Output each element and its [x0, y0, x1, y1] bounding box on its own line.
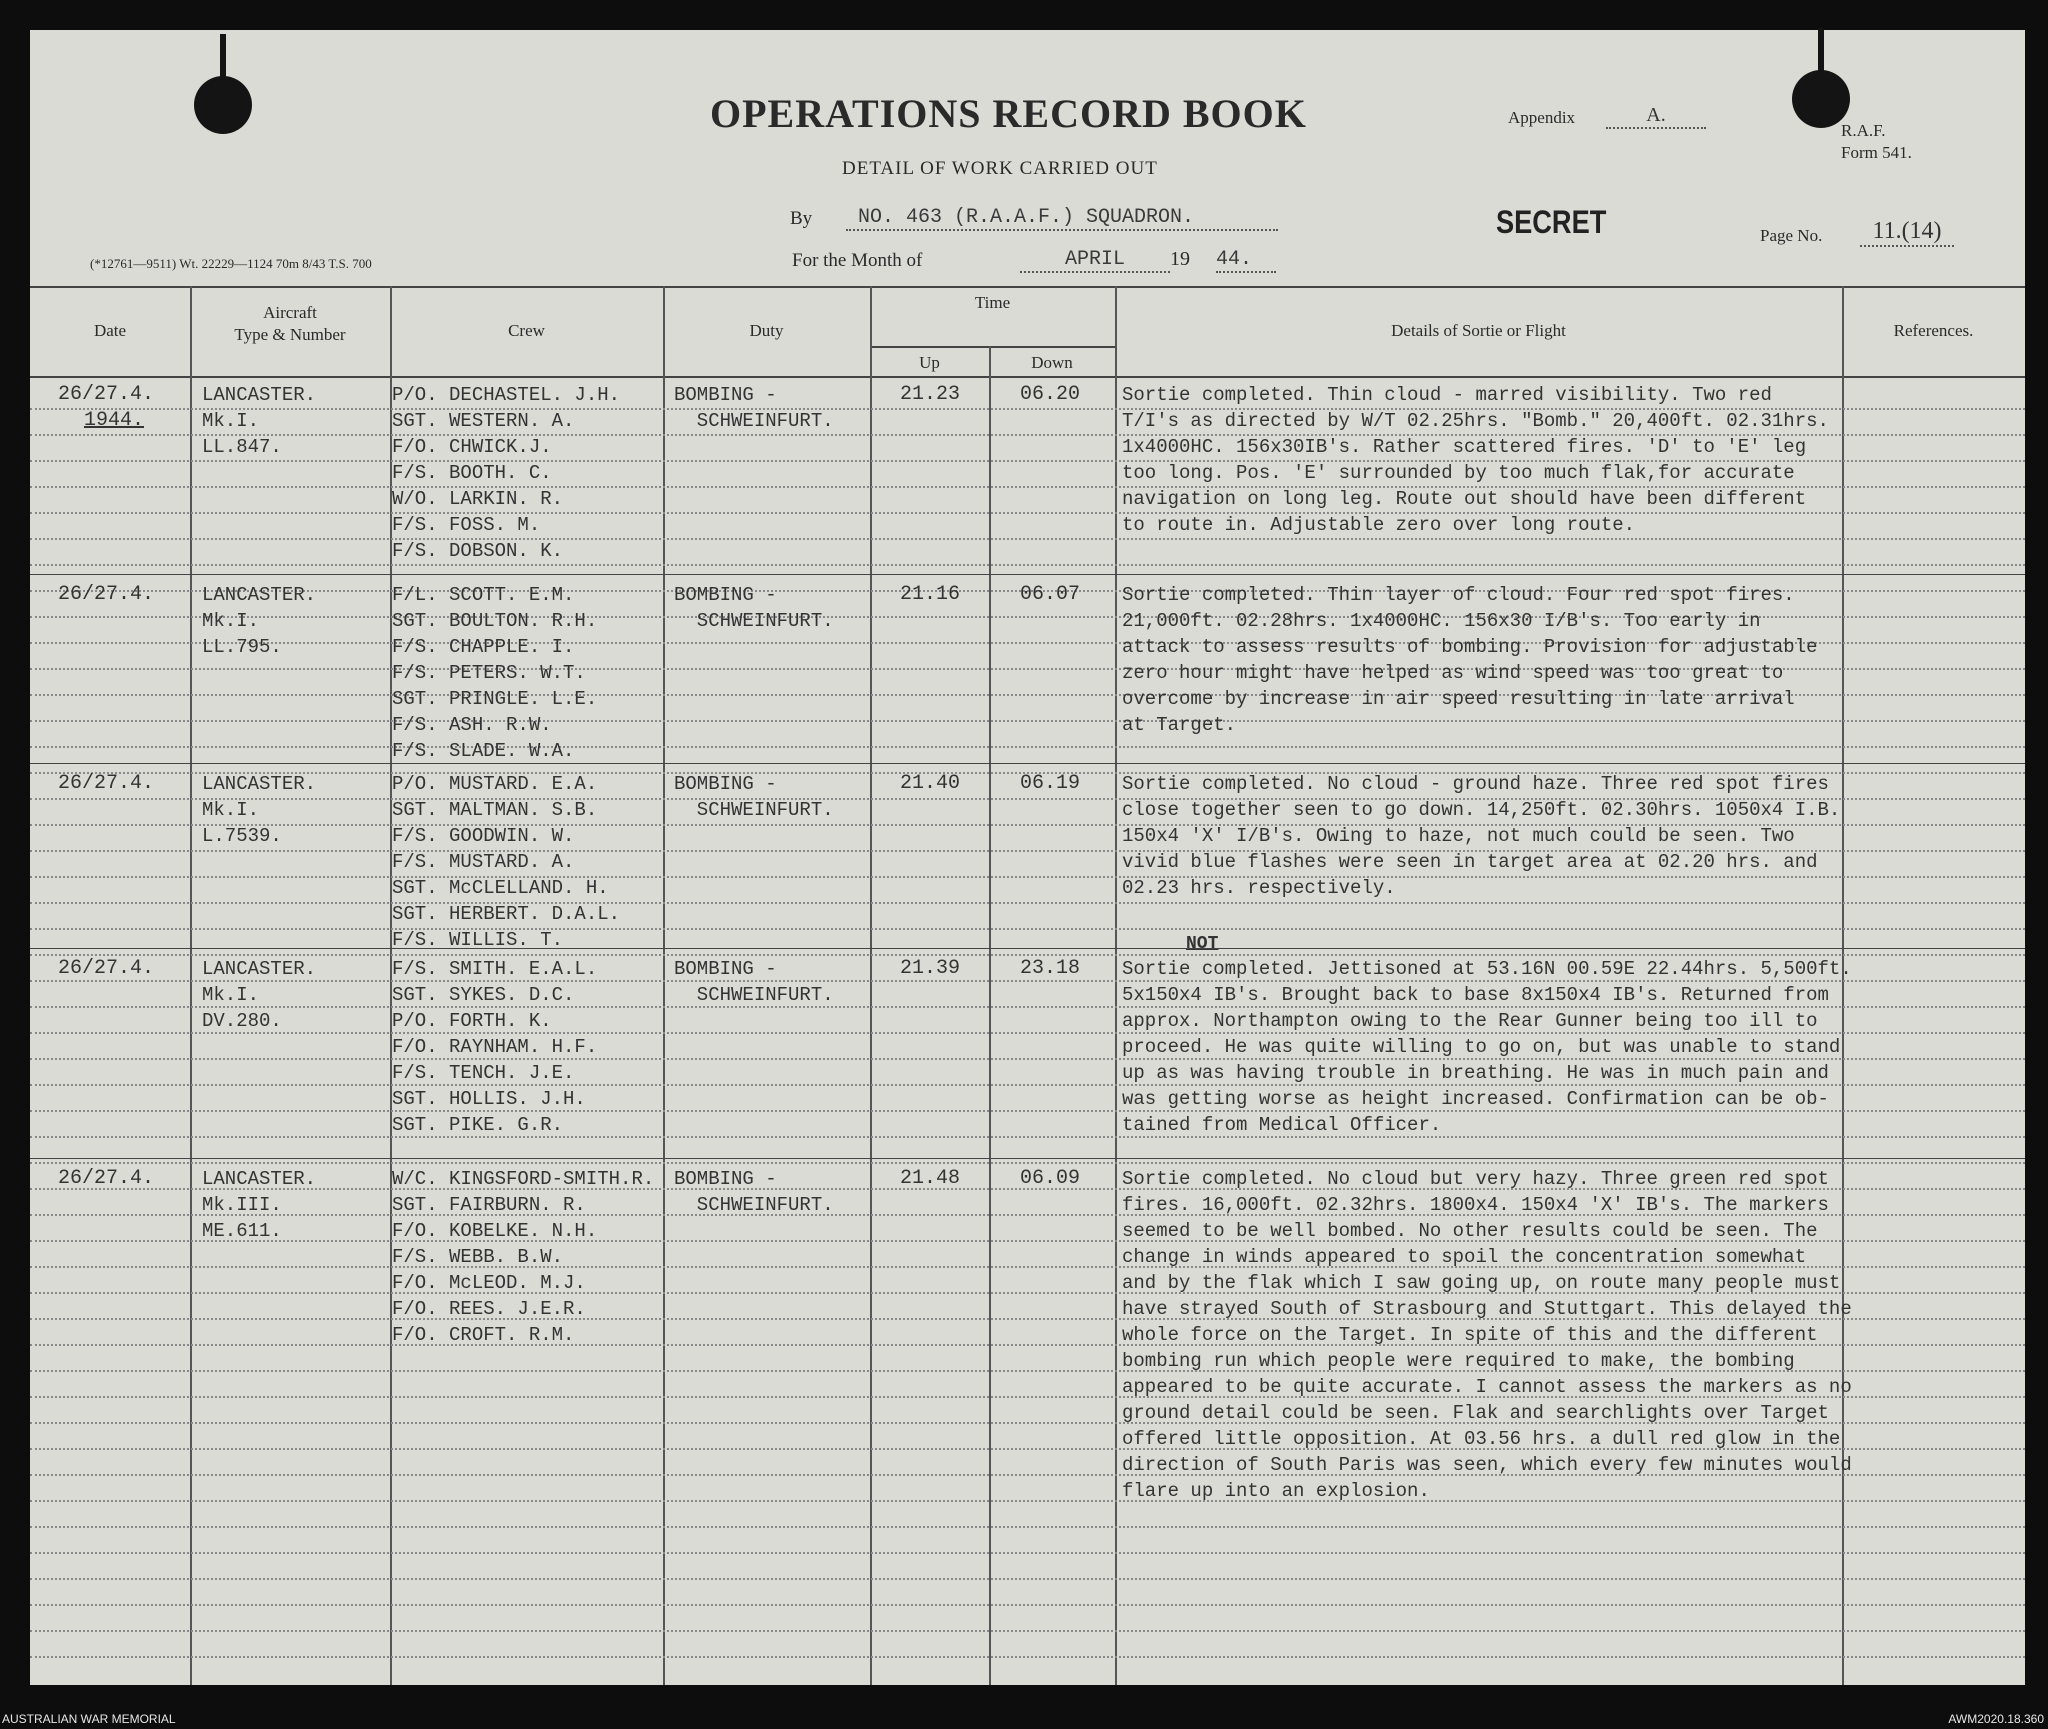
detail-line: at Target. [1122, 714, 1237, 736]
detail-line: navigation on long leg. Route out should have been different [1122, 488, 1807, 510]
time-up: 21.23 [900, 383, 961, 406]
detail-line: have strayed South of Strasbourg and Stuttgart. This delayed the [1122, 1298, 1852, 1320]
col-rule [989, 346, 991, 1685]
entry-date: 26/27.4. [58, 1167, 155, 1190]
entry-note: NOT [1186, 934, 1219, 954]
detail-line: change in winds appeared to spoil the concentration somewhat [1122, 1246, 1807, 1268]
header-aircraft-line2: Type & Number [234, 325, 346, 344]
crew-member: SGT. WESTERN. A. [392, 410, 575, 432]
detail-line: fires. 16,000ft. 02.32hrs. 1800x4. 150x4 'X' IB's. The markers [1122, 1194, 1829, 1216]
detail-line: Sortie completed. No cloud but very hazy. Three green red spot [1122, 1168, 1829, 1190]
ruled-line [30, 928, 2025, 930]
duty-line: BOMBING - [674, 773, 777, 795]
ruled-line [30, 1162, 2025, 1164]
detail-line: tained from Medical Officer. [1122, 1114, 1442, 1136]
crew-member: F/O. REES. J.E.R. [392, 1298, 586, 1320]
duty-line: BOMBING - [674, 384, 777, 406]
page-number-field: 11.(14) [1860, 218, 1954, 247]
detail-line: T/I's as directed by W/T 02.25hrs. "Bomb." 20,400ft. 02.31hrs. [1122, 410, 1829, 432]
time-up: 21.40 [900, 772, 961, 795]
detail-line: seemed to be well bombed. No other results could be seen. The [1122, 1220, 1818, 1242]
detail-line: 21,000ft. 02.28hrs. 1x4000HC. 156x30 I/B's. Too early in [1122, 610, 1761, 632]
crew-member: F/O. CROFT. R.M. [392, 1324, 575, 1346]
crew-member: F/O. McLEOD. M.J. [392, 1272, 586, 1294]
appendix-field: A. [1606, 104, 1706, 129]
crew-member: P/O. MUSTARD. E.A. [392, 773, 598, 795]
crew-member: F/S. MUSTARD. A. [392, 851, 575, 873]
detail-line: and by the flak which I saw going up, on route many people must [1122, 1272, 1841, 1294]
ruled-line [30, 746, 2025, 748]
entry-separator [30, 574, 2025, 575]
detail-line: too long. Pos. 'E' surrounded by too much flak,for accurate [1122, 462, 1795, 484]
form-line-1: R.A.F. [1841, 121, 1886, 140]
duty-line: BOMBING - [674, 958, 777, 980]
detail-line: bombing run which people were required to make, the bombing [1122, 1350, 1795, 1372]
header-bottom-rule [30, 376, 2025, 378]
header-details: Details of Sortie or Flight [1391, 321, 1566, 340]
year-field: 44. [1216, 248, 1276, 273]
header-aircraft-line1: Aircraft [263, 303, 317, 322]
appendix-label: Appendix [1508, 108, 1576, 127]
time-up: 21.39 [900, 957, 961, 980]
header-references: References. [1893, 321, 1974, 340]
detail-line: Sortie completed. Thin cloud - marred visibility. Two red [1122, 384, 1772, 406]
detail-line: 150x4 'X' I/B's. Owing to haze, not much could be seen. Two [1122, 825, 1795, 847]
detail-line: whole force on the Target. In spite of this and the different [1122, 1324, 1818, 1346]
header-date: Date [93, 321, 127, 340]
crew-member: SGT. HOLLIS. J.H. [392, 1088, 586, 1110]
entry-separator [30, 948, 2025, 949]
crew-member: SGT. BOULTON. R.H. [392, 610, 598, 632]
time-subheader-rule [870, 346, 1115, 348]
time-down: 06.09 [1020, 1167, 1081, 1190]
aircraft-line: Mk.I. [202, 799, 260, 821]
aircraft-line: LANCASTER. [202, 773, 317, 795]
page-title: OPERATIONS RECORD BOOK [710, 91, 1307, 136]
printer-mark: (*12761—9511) Wt. 22229—1124 70m 8/43 T.S. 700 [90, 256, 372, 271]
aircraft-line: Mk.I. [202, 610, 260, 632]
binder-hole-left [194, 76, 252, 134]
ruled-line [30, 1552, 2025, 1554]
page-subtitle: DETAIL OF WORK CARRIED OUT [842, 158, 1158, 179]
month-label: For the Month of [792, 250, 923, 271]
crew-member: F/S. ASH. R.W. [392, 714, 552, 736]
squadron-field: NO. 463 (R.A.A.F.) SQUADRON. [846, 206, 1278, 231]
entry-date: 26/27.4. [58, 772, 155, 795]
detail-line: 1x4000HC. 156x30IB's. Rather scattered fires. 'D' to 'E' leg [1122, 436, 1807, 458]
ruled-line [30, 1630, 2025, 1632]
crew-member: F/S. PETERS. W.T. [392, 662, 586, 684]
detail-line: attack to assess results of bombing. Provision for adjustable [1122, 636, 1818, 658]
entry-separator [30, 763, 2025, 764]
detail-line: appeared to be quite accurate. I cannot assess the markers as no [1122, 1376, 1852, 1398]
crew-member: P/O. DECHASTEL. J.H. [392, 384, 621, 406]
crew-member: F/O. KOBELKE. N.H. [392, 1220, 598, 1242]
form-line-2: Form 541. [1841, 143, 1912, 162]
duty-line: BOMBING - [674, 584, 777, 606]
ruled-line [30, 720, 2025, 722]
year-prefix: 19 [1170, 248, 1190, 270]
crew-member: F/S. WEBB. B.W. [392, 1246, 564, 1268]
ruled-line [30, 876, 2025, 878]
detail-line: direction of South Paris was seen, which every few minutes would [1122, 1454, 1852, 1476]
detail-line: close together seen to go down. 14,250ft. 02.30hrs. 1050x4 I.B. [1122, 799, 1841, 821]
detail-line: Sortie completed. Jettisoned at 53.16N 00.59E 22.44hrs. 5,500ft. [1122, 958, 1852, 980]
detail-line: Sortie completed. Thin layer of cloud. Four red spot fires. [1122, 584, 1795, 606]
crew-member: SGT. McCLELLAND. H. [392, 877, 609, 899]
duty-line: SCHWEINFURT. [674, 1194, 834, 1216]
aircraft-line: LANCASTER. [202, 958, 317, 980]
duty-line: BOMBING - [674, 1168, 777, 1190]
header-up: Up [919, 353, 940, 372]
header-duty: Duty [749, 321, 784, 340]
crew-member: F/S. DOBSON. K. [392, 540, 564, 562]
time-up: 21.16 [900, 583, 961, 606]
ruled-line [30, 1136, 2025, 1138]
aircraft-line: Mk.I. [202, 984, 260, 1006]
header-time: Time [974, 293, 1011, 312]
time-down: 06.20 [1020, 383, 1081, 406]
crew-member: F/O. RAYNHAM. H.F. [392, 1036, 598, 1058]
ruled-line [30, 1526, 2025, 1528]
ruled-line [30, 902, 2025, 904]
detail-line: proceed. He was quite willing to go on, but was unable to stand [1122, 1036, 1841, 1058]
detail-line: 02.23 hrs. respectively. [1122, 877, 1396, 899]
page-number-label: Page No. [1760, 226, 1823, 245]
form-number [1841, 120, 1912, 164]
entry-date: 26/27.4. [58, 957, 155, 980]
ruled-line [30, 512, 2025, 514]
time-down: 23.18 [1020, 957, 1081, 980]
entry-date: 26/27.4. [58, 583, 155, 606]
entry-separator [30, 1158, 2025, 1159]
aircraft-line: DV.280. [202, 1010, 282, 1032]
aircraft-line: LL.847. [202, 436, 282, 458]
crew-member: F/S. SLADE. W.A. [392, 740, 575, 762]
detail-line: to route in. Adjustable zero over long route. [1122, 514, 1636, 536]
aircraft-line: LANCASTER. [202, 584, 317, 606]
detail-line: was getting worse as height increased. Confirmation can be ob- [1122, 1088, 1829, 1110]
crew-member: F/S. GOODWIN. W. [392, 825, 575, 847]
crew-member: F/S. WILLIS. T. [392, 929, 564, 951]
detail-line: zero hour might have helped as wind speed was too great to [1122, 662, 1784, 684]
ruled-line [30, 564, 2025, 566]
ruled-line [30, 538, 2025, 540]
month-field: APRIL [1020, 248, 1170, 273]
time-down: 06.19 [1020, 772, 1081, 795]
ruled-line [30, 1500, 2025, 1502]
detail-line: overcome by increase in air speed resulting in late arrival [1122, 688, 1795, 710]
crew-member: SGT. SYKES. D.C. [392, 984, 575, 1006]
crew-member: SGT. FAIRBURN. R. [392, 1194, 586, 1216]
detail-line: approx. Northampton owing to the Rear Gunner being too ill to [1122, 1010, 1818, 1032]
duty-line: SCHWEINFURT. [674, 610, 834, 632]
crew-member: F/S. FOSS. M. [392, 514, 541, 536]
crew-member: P/O. FORTH. K. [392, 1010, 552, 1032]
crew-member: F/S. BOOTH. C. [392, 462, 552, 484]
aircraft-line: Mk.I. [202, 410, 260, 432]
crew-member: F/O. CHWICK.J. [392, 436, 552, 458]
footer-accession: AWM2020.18.360 [1948, 1712, 2044, 1726]
time-up: 21.48 [900, 1167, 961, 1190]
aircraft-line: LANCASTER. [202, 1168, 317, 1190]
entry-date: 26/27.4. [58, 383, 155, 406]
aircraft-line: LANCASTER. [202, 384, 317, 406]
table-top-rule [30, 286, 2025, 288]
footer-source: AUSTRALIAN WAR MEMORIAL [2, 1712, 176, 1726]
entry-year: 1944. [84, 409, 145, 432]
record-sheet [30, 30, 2025, 1685]
crew-member: F/S. SMITH. E.A.L. [392, 958, 598, 980]
ruled-line [30, 1604, 2025, 1606]
aircraft-line: ME.611. [202, 1220, 282, 1242]
ruled-line [30, 1656, 2025, 1658]
ruled-line [30, 1578, 2025, 1580]
duty-line: SCHWEINFURT. [674, 410, 834, 432]
detail-line: 5x150x4 IB's. Brought back to base 8x150x4 IB's. Returned from [1122, 984, 1829, 1006]
aircraft-line: LL.795. [202, 636, 282, 658]
crew-member: F/L. SCOTT. E.M. [392, 584, 575, 606]
time-down: 06.07 [1020, 583, 1081, 606]
header-aircraft [190, 302, 390, 346]
crew-member: W/C. KINGSFORD-SMITH.R. [392, 1168, 655, 1190]
aircraft-line: Mk.III. [202, 1194, 282, 1216]
detail-line: up as was having trouble in breathing. He was in much pain and [1122, 1062, 1829, 1084]
detail-line: offered little opposition. At 03.56 hrs. a dull red glow in the [1122, 1428, 1841, 1450]
crew-member: SGT. HERBERT. D.A.L. [392, 903, 621, 925]
crew-member: SGT. PIKE. G.R. [392, 1114, 564, 1136]
duty-line: SCHWEINFURT. [674, 984, 834, 1006]
header-crew: Crew [508, 321, 545, 340]
detail-line: vivid blue flashes were seen in target area at 02.20 hrs. and [1122, 851, 1818, 873]
aircraft-line: L.7539. [202, 825, 282, 847]
detail-line: ground detail could be seen. Flak and searchlights over Target [1122, 1402, 1829, 1424]
classification-stamp: SECRET [1496, 204, 1607, 240]
crew-member: SGT. MALTMAN. S.B. [392, 799, 598, 821]
detail-line: flare up into an explosion. [1122, 1480, 1430, 1502]
detail-line: Sortie completed. No cloud - ground haze. Three red spot fires [1122, 773, 1829, 795]
header-down: Down [1031, 353, 1073, 372]
crew-member: W/O. LARKIN. R. [392, 488, 564, 510]
crew-member: SGT. PRINGLE. L.E. [392, 688, 598, 710]
crew-member: F/S. CHAPPLE. I. [392, 636, 575, 658]
duty-line: SCHWEINFURT. [674, 799, 834, 821]
crew-member: F/S. TENCH. J.E. [392, 1062, 575, 1084]
by-label: By [790, 208, 813, 229]
